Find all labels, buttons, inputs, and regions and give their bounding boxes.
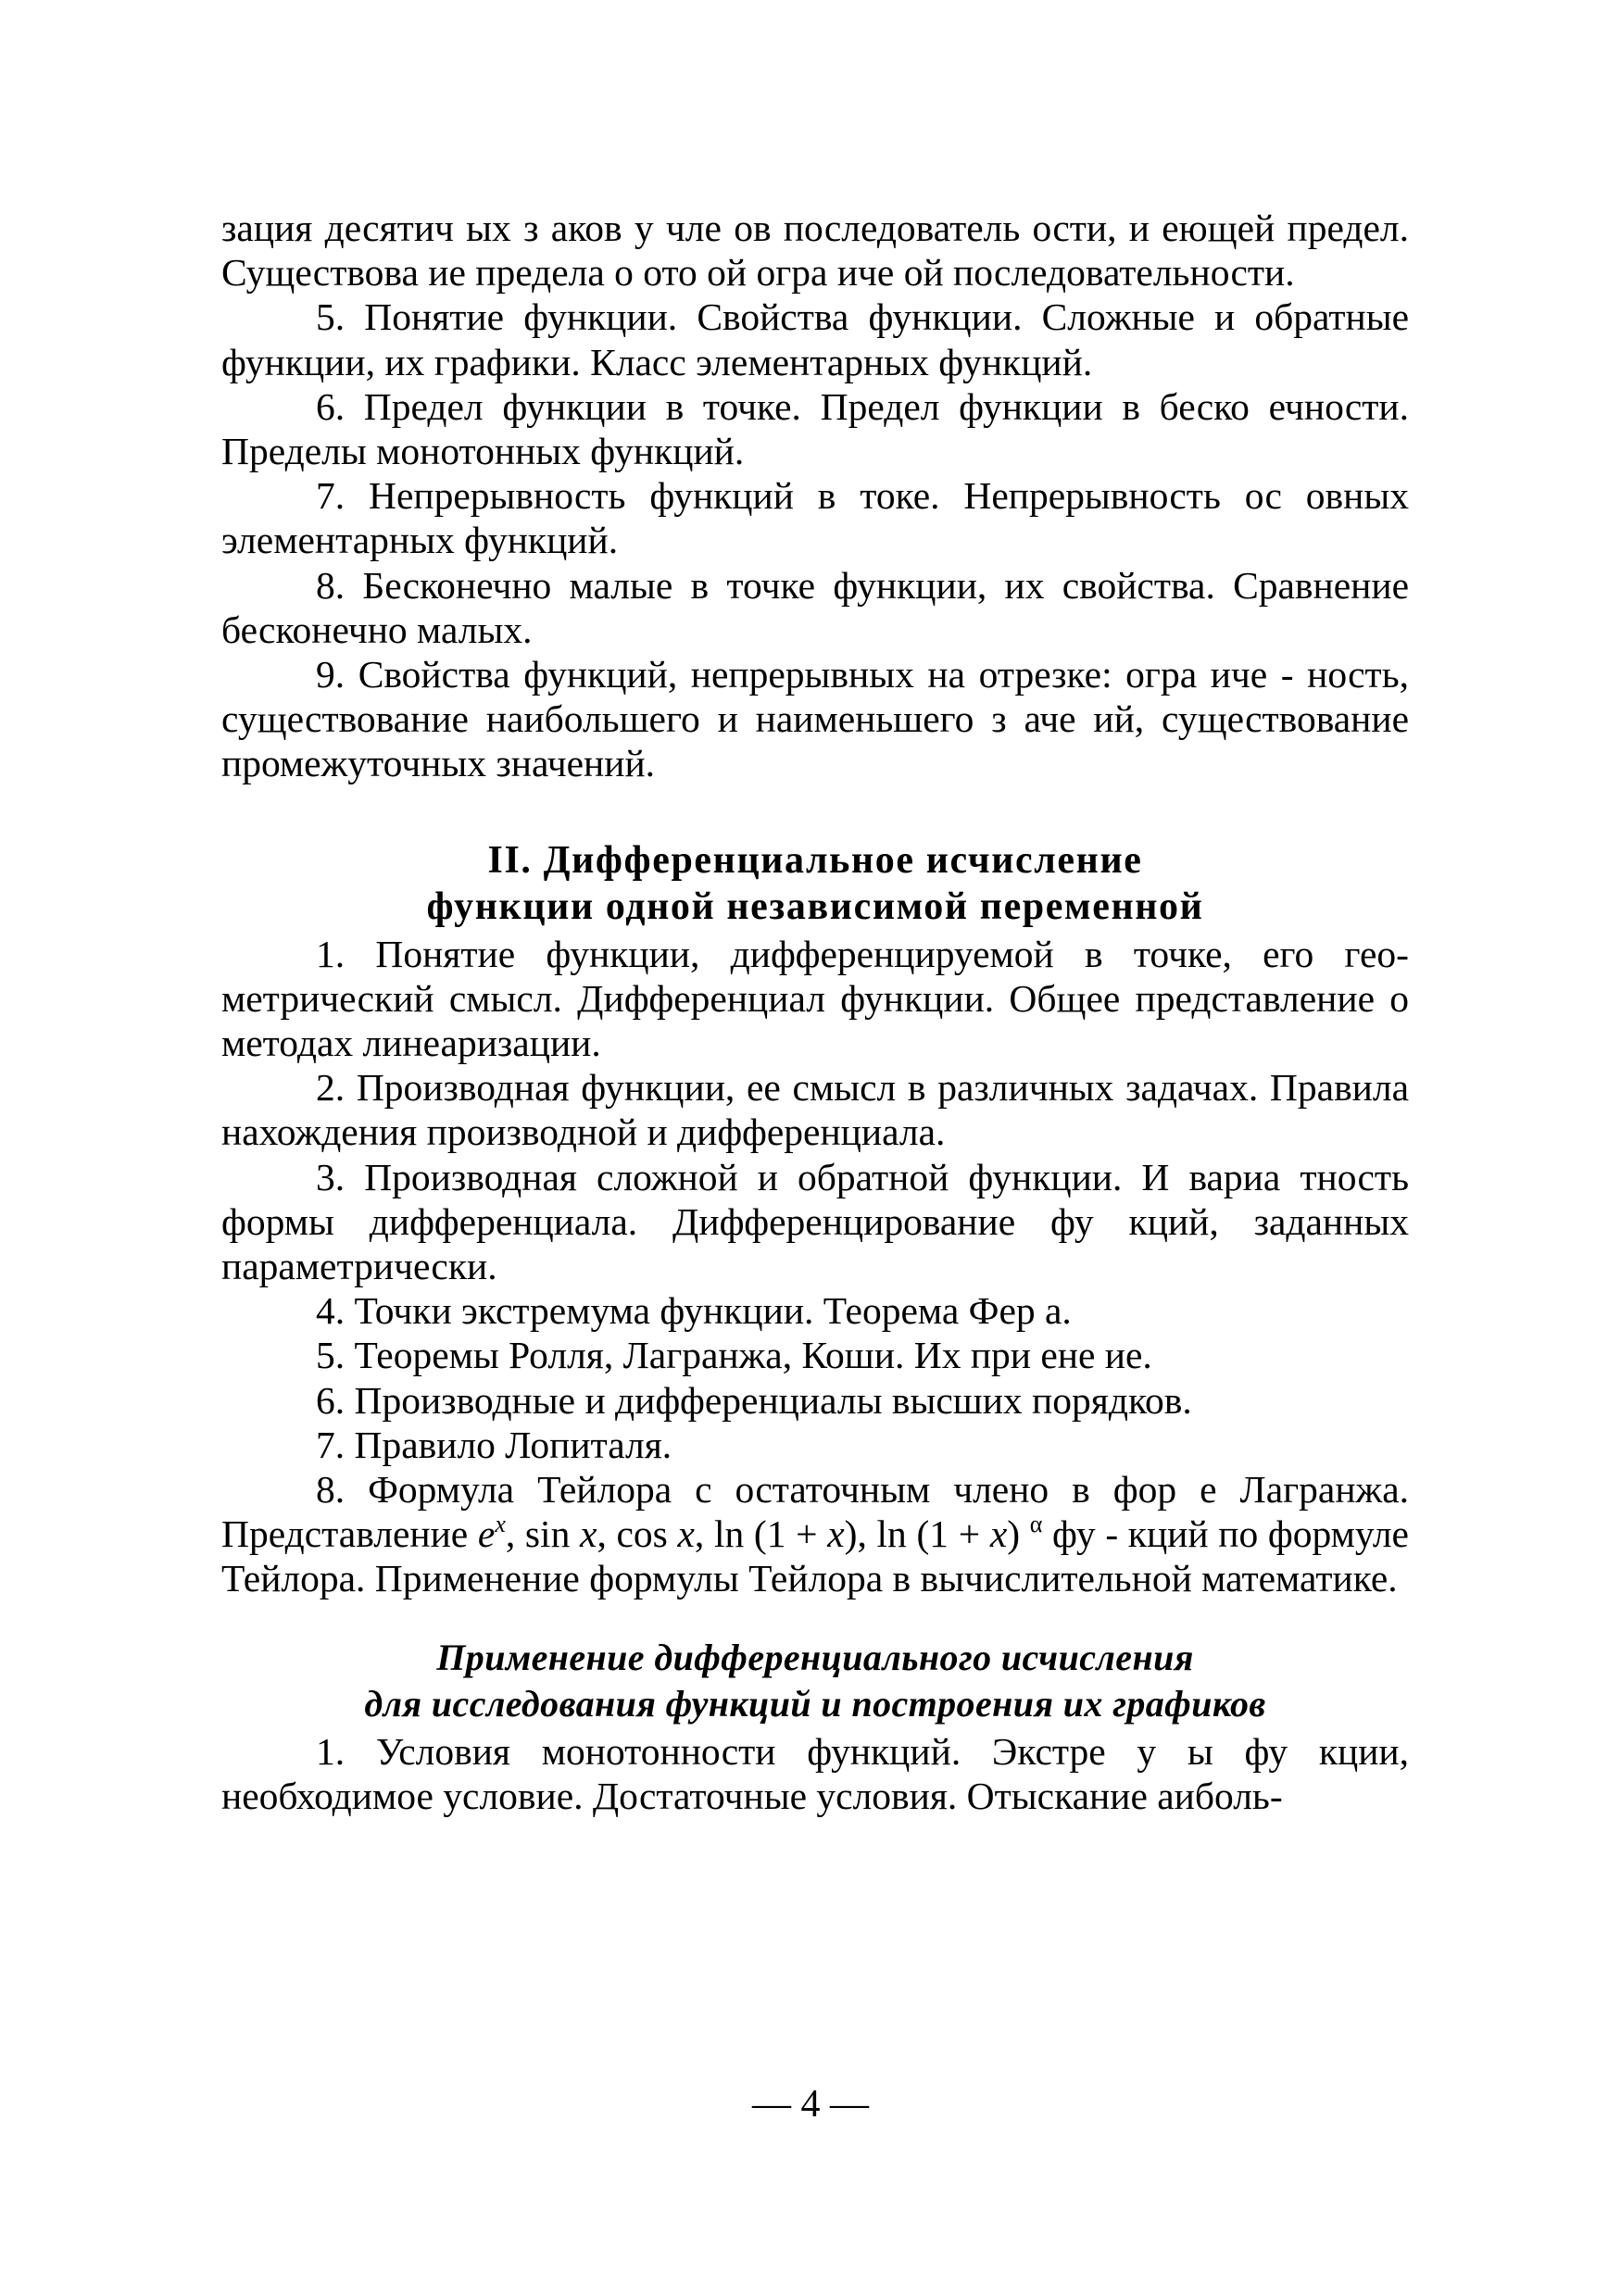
math-x: x (827, 1512, 845, 1556)
list-item: 8. Бесконечно малые в точке функции, их свойства. Сравнение бесконечно малых. (221, 563, 1409, 651)
section-heading-line-2: функции одной независимой переменной (426, 885, 1204, 928)
item-text: , ln (1 + (694, 1512, 828, 1556)
subsection-heading-line-1: Применение дифференциального исчисления (436, 1636, 1194, 1678)
list-item: 1. Условия монотонности функций. Экстре у ы фу кции, необходимое условие. Достаточные условия. Отыскание аиболь- (221, 1729, 1409, 1817)
subsection-heading (221, 1635, 1409, 1727)
item-text: ) (1007, 1512, 1030, 1556)
page-number: — 4 — (752, 2083, 869, 2126)
math-x: x (677, 1512, 695, 1556)
list-item: 5. Теоремы Ролля, Лагранжа, Коши. Их при ене ие. (316, 1334, 1152, 1377)
list-item: 7. Правило Лопиталя. (316, 1423, 672, 1466)
section-heading (221, 837, 1409, 930)
subsection-heading-line-2: для исследования функций и построения их графиков (364, 1682, 1266, 1725)
text-column (221, 206, 1409, 1818)
item-text: ), ln (1 + (844, 1512, 990, 1556)
list-item: 1. Понятие функции, дифференцируемой в точке, его геометрический смысл. Дифференциал функции. Общее представление о методах линеаризации. (221, 932, 1409, 1065)
list-item-taylor-formula (221, 1467, 1409, 1601)
item-text: , sin (505, 1512, 581, 1556)
math-x: x (989, 1512, 1008, 1556)
list-item: 7. Непрерывность функций в токе. Непрерывность ос овных элементарных функций. (221, 474, 1409, 562)
list-item: 2. Производная функции, ее смысл в различных задачах. Правила нахождения производной и дифференциала. (221, 1066, 1409, 1154)
math-alpha-superscript: α (1029, 1511, 1043, 1538)
list-item: 4. Точки экстремума функции. Теорема Фер а. (316, 1289, 1072, 1333)
list-item: 3. Производная сложной и обратной функции. И вариа тность формы дифференциала. Дифференцирование фу кций, заданных параметрически. (221, 1155, 1409, 1288)
item-text: фу - кций по формуле Тейлора. Применение формулы Тейлора в вычислительной математике. (221, 1512, 1409, 1600)
item-text: , cos (597, 1512, 678, 1556)
paragraph-continuation: зация десятич ых з аков у чле ов последователь ости, и еющей предел. Существова ие предела о ото ой огра иче ой последовательности. (221, 207, 1409, 295)
list-item: 6. Предел функции в точке. Предел функции в беско ечности. Пределы монотонных функций. (221, 384, 1409, 473)
section-heading-line-1: II. Дифференциальное исчисление (487, 838, 1143, 882)
item-text: 8. Формула Тейлора с остаточным члено в фор е Лагранжа. Представление (221, 1468, 1409, 1556)
list-item: 5. Понятие функции. Свойства функции. Сложные и обратные функции, их графики. Класс элементарных функций. (221, 295, 1409, 383)
list-item: 9. Свойства функций, непрерывных на отрезке: огра иче - ность, существование наибольшего и наименьшего з аче ий, существование промежуточных значений. (221, 653, 1409, 785)
list-item: 6. Производные и дифференциалы высших порядков. (316, 1378, 1192, 1422)
math-x-superscript: x (495, 1511, 506, 1538)
math-x: x (580, 1512, 597, 1556)
math-e: e (477, 1512, 496, 1556)
